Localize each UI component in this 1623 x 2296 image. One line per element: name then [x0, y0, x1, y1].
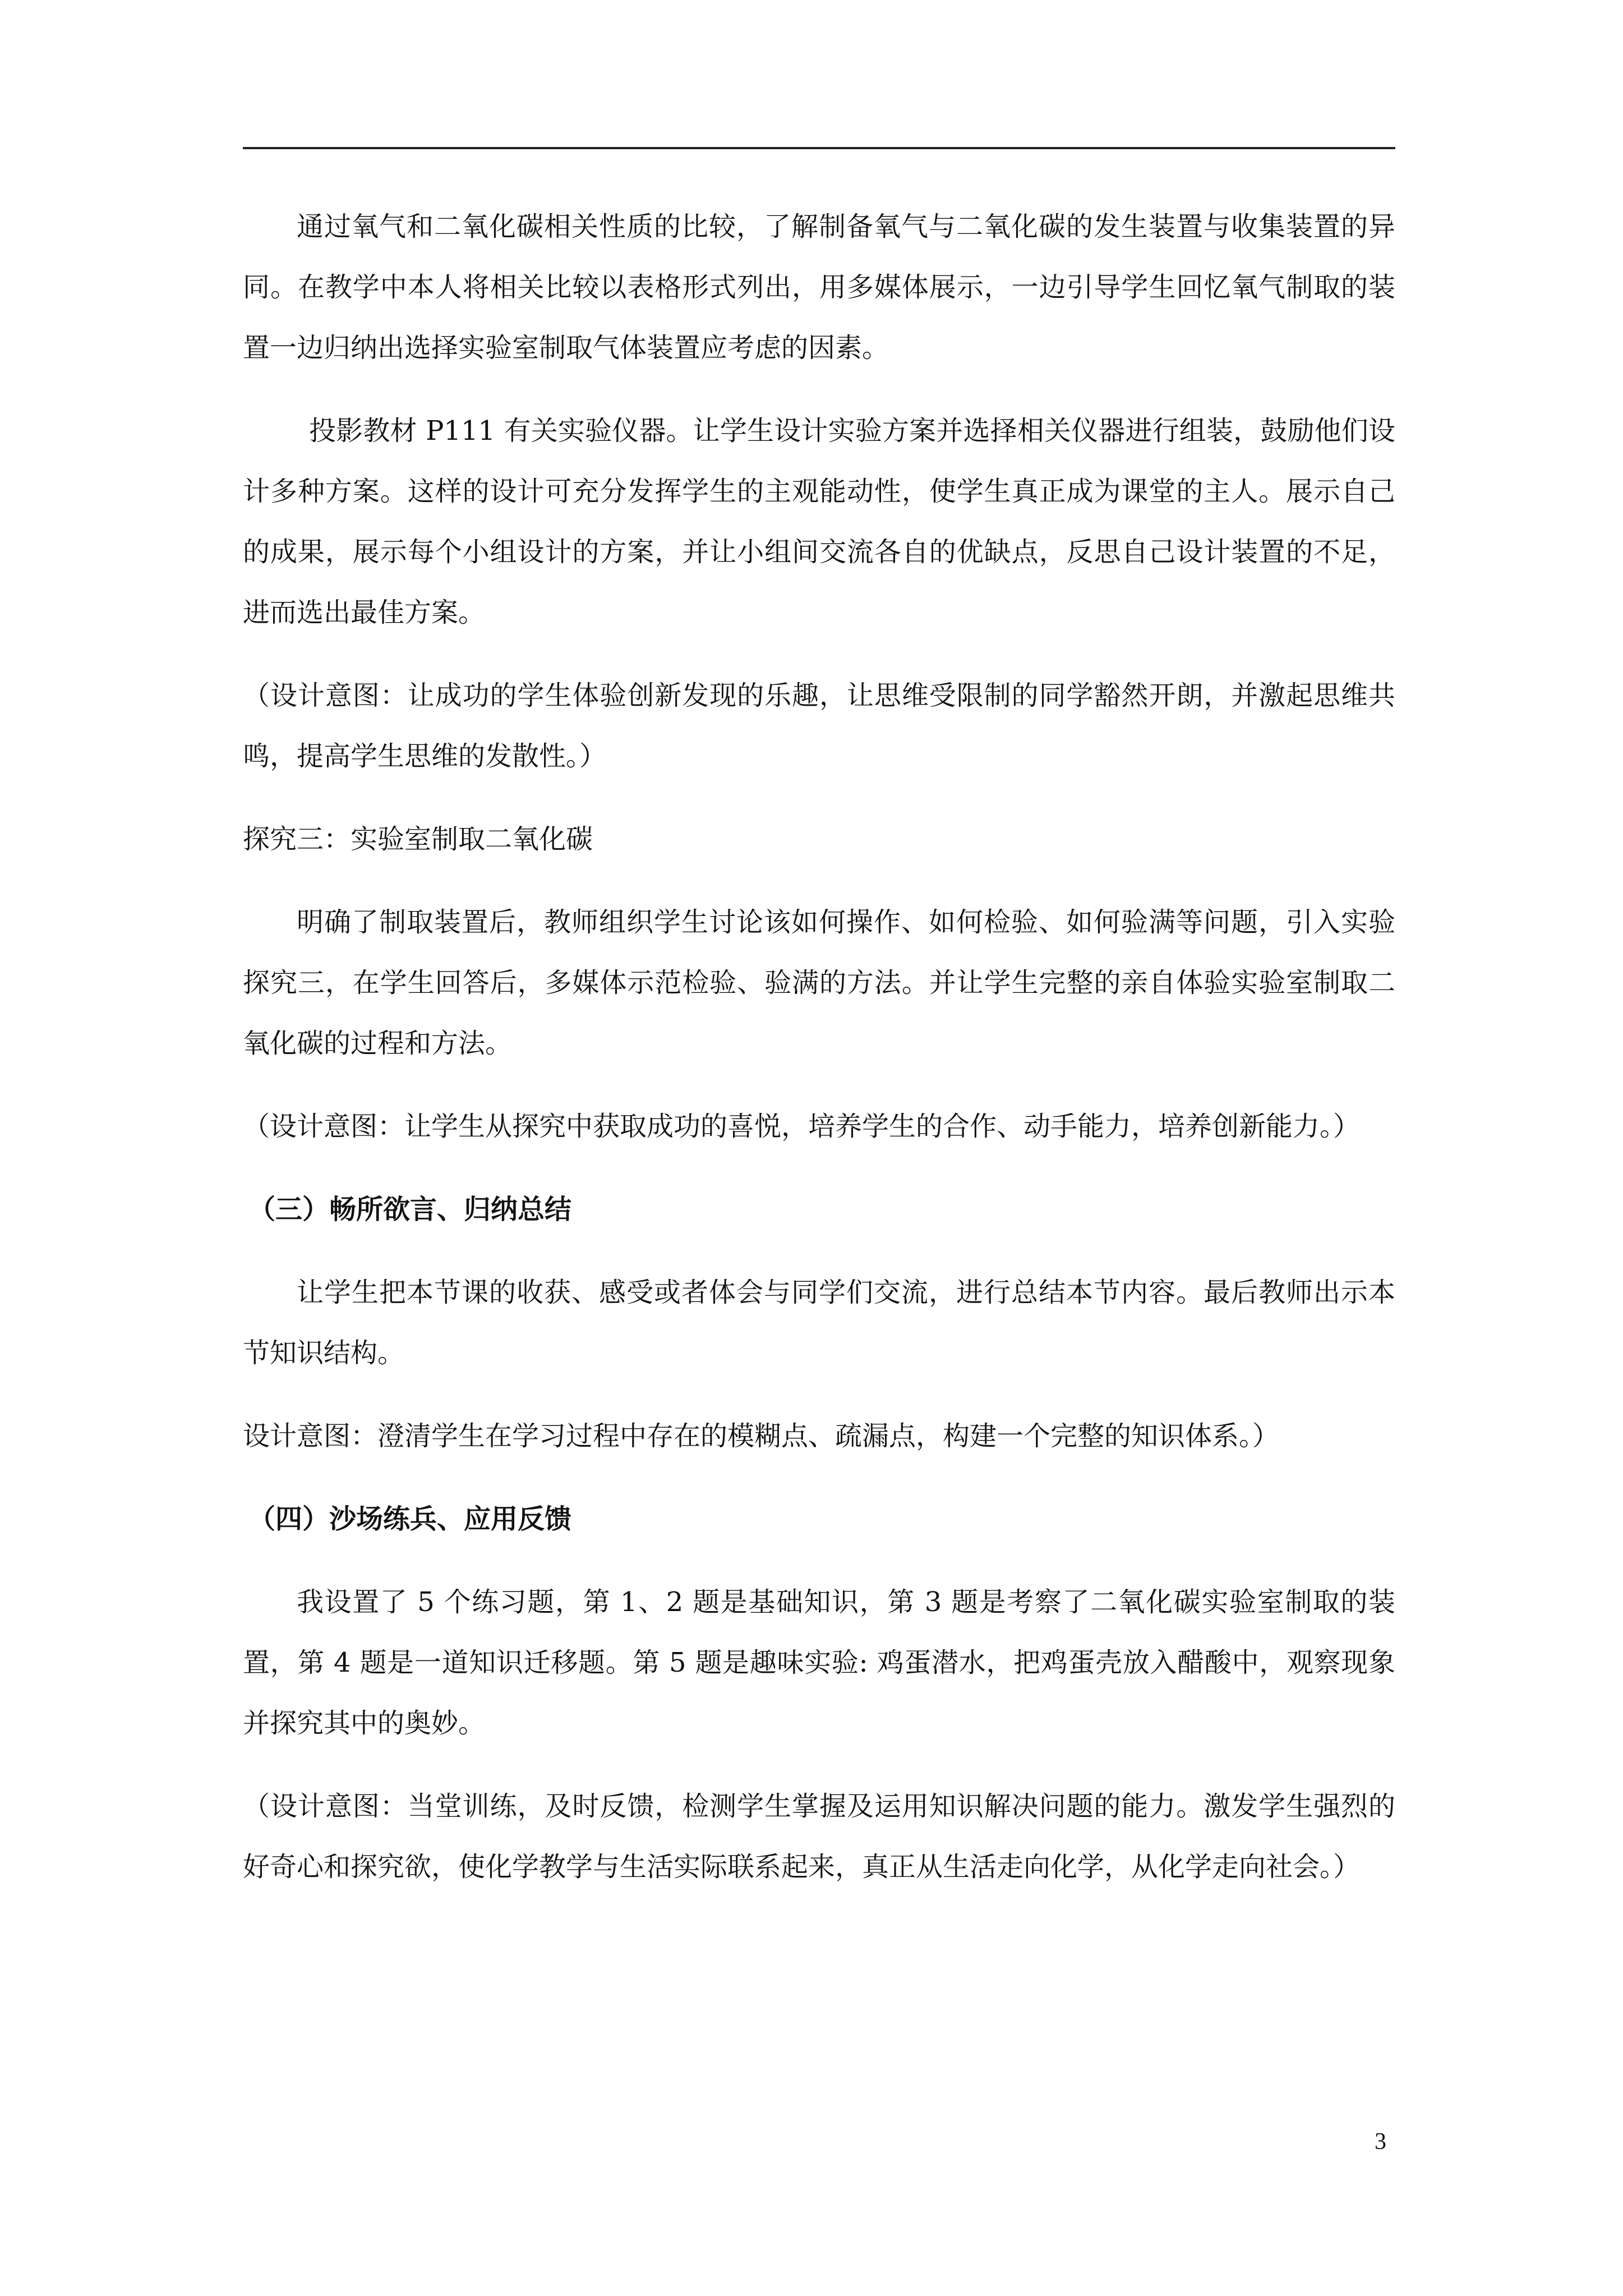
- paragraph-1: 通过氧气和二氧化碳相关性质的比较，了解制备氧气与二氧化碳的发生装置与收集装置的异同。在教学中本人将相关比较以表格形式列出，用多媒体展示，一边引导学生回忆氧气制取的装置一边归纳出选择实验室制取气体装置应考虑的因素。: [243, 211, 1395, 364]
- design-intent-note-2: （设计意图：让学生从探究中获取成功的喜悦，培养学生的合作、动手能力，培养创新能力。）: [243, 1111, 1361, 1142]
- paragraph-3: 明确了制取装置后，教师组织学生讨论该如何操作、如何检验、如何验满等问题，引入实验探究三，在学生回答后，多媒体示范检验、验满的方法。并让学生完整的亲自体验实验室制取二氧化碳的过程和方法。: [243, 907, 1395, 1059]
- header-rule: [243, 147, 1395, 149]
- paragraph-2: 投影教材 P111 有关实验仪器。让学生设计实验方案并选择相关仪器进行组装，鼓励他们设计多种方案。这样的设计可充分发挥学生的主观能动性，使学生真正成为课堂的主人。展示自己的成果，展示每个小组设计的方案，并让小组间交流各自的优缺点，反思自己设计装置的不足，进而选出最佳方案。: [243, 415, 1395, 628]
- paragraph-4: 让学生把本节课的收获、感受或者体会与同学们交流，进行总结本节内容。最后教师出示本节知识结构。: [243, 1277, 1395, 1369]
- paragraph-5: 我设置了 5 个练习题，第 1、2 题是基础知识，第 3 题是考察了二氧化碳实验室制取的装置，第 4 题是一道知识迁移题。第 5 题是趣味实验: 鸡蛋潜水，把鸡蛋壳放入醋酸中，观察现象并探究其中的奥妙。: [243, 1586, 1395, 1739]
- design-intent-note-3: 设计意图：澄清学生在学习过程中存在的模糊点、疏漏点，构建一个完整的知识体系。）: [243, 1420, 1280, 1452]
- section-title-explore-3: 探究三：实验室制取二氧化碳: [243, 823, 593, 855]
- section-heading-3: （三）畅所欲言、归纳总结: [248, 1194, 572, 1225]
- design-intent-note-4: （设计意图：当堂训练，及时反馈，检测学生掌握及运用知识解决问题的能力。激发学生强烈的好奇心和探究欲，使化学教学与生活实际联系起来，真正从生活走向化学，从化学走向社会。）: [243, 1791, 1395, 1883]
- page-number: 3: [1375, 2129, 1386, 2155]
- document-body: [243, 196, 1395, 1920]
- design-intent-note-1: （设计意图：让成功的学生体验创新发现的乐趣，让思维受限制的同学豁然开朗，并激起思维共鸣，提高学生思维的发散性。）: [243, 680, 1395, 772]
- section-heading-4: （四）沙场练兵、应用反馈: [248, 1503, 572, 1535]
